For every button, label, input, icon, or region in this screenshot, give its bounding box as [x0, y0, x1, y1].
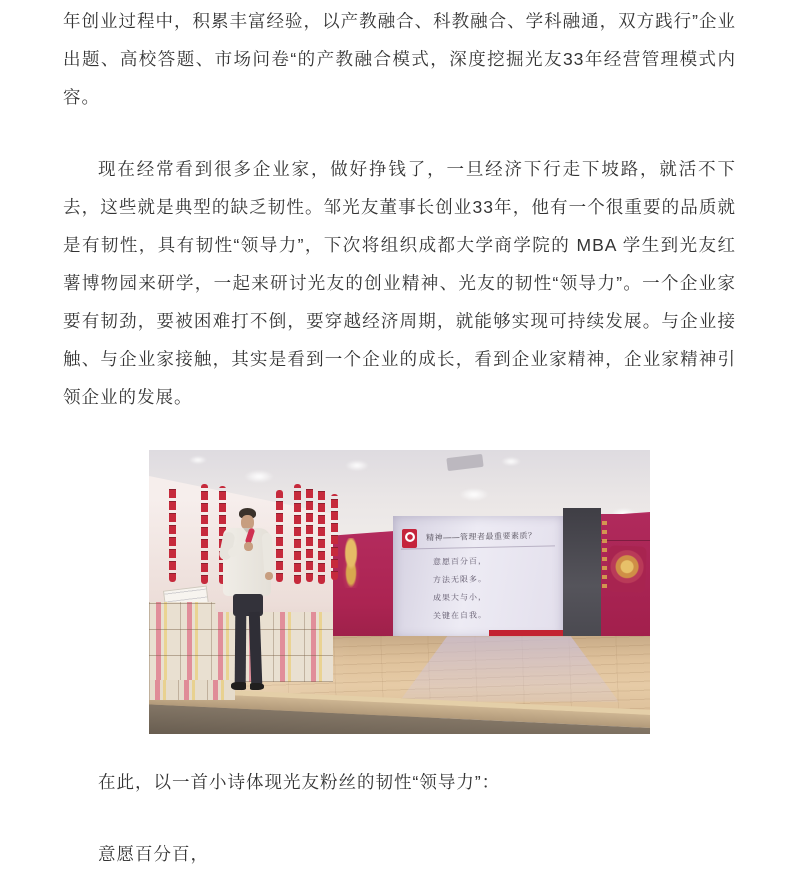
- ceiling-light: [459, 488, 489, 501]
- speaker-hand: [244, 542, 253, 551]
- slide-divider: [401, 545, 555, 549]
- gold-string-decor: [602, 516, 607, 588]
- slide-line: 方法无限多。: [432, 574, 488, 585]
- slide-line: 关键在自我。: [432, 610, 488, 621]
- gold-ornament: [337, 538, 365, 588]
- speaker-leg: [249, 612, 263, 684]
- lantern-string: [318, 488, 325, 584]
- lantern-string: [201, 484, 208, 584]
- projection-screen: [393, 516, 563, 638]
- lantern-string: [169, 486, 176, 582]
- speaker-shoe: [231, 682, 246, 690]
- speaker-shoe: [250, 683, 264, 690]
- dragon-medallion: [607, 545, 647, 592]
- slide-line: 意愿百分百，: [432, 556, 488, 567]
- paragraph-resilience: 现在经常看到很多企业家，做好挣钱了，一旦经济下行走下坡路，就活不下去，这些就是典型的缺乏韧性。邹光友董事长创业33年，他有一个很重要的品质就是有韧性，具有韧性“领导力”，下次将组织成都大学商学院的 MBA 学生到光友红薯博物园来研学，一起来研讨光友的创业精神、光友的韧性“领导力”。一个企业家要有韧劲，要被困难打不倒，要穿越经济周期，就能够实现可持续发展。与企业接触、与企业家接触，其实是看到一个企业的成长，看到企业家精神，企业家精神引领企业的发展。: [63, 159, 736, 407]
- paragraph-poem-intro: 在此，以一首小诗体现光友粉丝的韧性“领导力”：: [98, 772, 501, 792]
- brand-logo-icon: [402, 529, 417, 548]
- ceiling-light: [501, 457, 521, 466]
- slide-line: 成果大与小，: [432, 592, 488, 603]
- ceiling-light: [345, 460, 369, 471]
- ceiling-light: [244, 470, 274, 483]
- slide-title: 精神——管理者最重要素质？: [425, 531, 537, 543]
- ceiling-light: [189, 456, 207, 464]
- lantern-string: [294, 484, 301, 584]
- speaker-person: [219, 506, 283, 696]
- speaker-leg: [235, 612, 247, 684]
- lantern-string: [306, 486, 313, 582]
- paragraph-continuation: 年创业过程中，积累丰富经验，以产教融合、科教融合、学科融通，双方践行”企业出题、高校答题、市场问卷“的产教融合模式，深度挖掘光友33年经营管理模式内容。: [63, 11, 736, 107]
- paragraph-poem-line1: 意愿百分百，: [98, 844, 209, 864]
- event-photo: [149, 450, 650, 734]
- speaker-arm: [262, 533, 275, 576]
- stage-pillar: [563, 508, 601, 638]
- speaker-hand: [265, 572, 273, 580]
